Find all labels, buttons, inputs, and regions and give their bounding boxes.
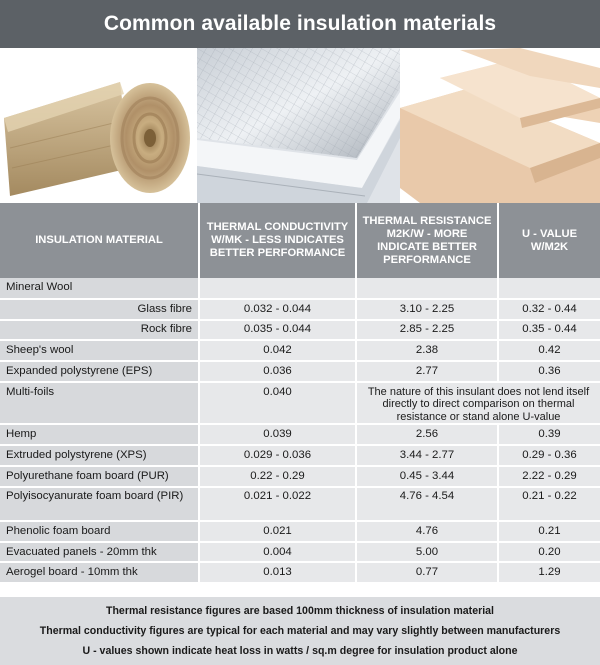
material-name: Polyisocyanurate foam board (PIR) (0, 487, 199, 521)
conductivity-cell: 0.036 (199, 361, 356, 382)
resistance-cell: 2.38 (356, 340, 498, 361)
table-row (0, 487, 600, 521)
conductivity-cell: 0.021 (199, 521, 356, 542)
resistance-cell: 5.00 (356, 542, 498, 563)
conductivity-cell: 0.040 (199, 382, 356, 425)
material-name: Glass fibre (0, 299, 199, 320)
table-row (0, 542, 600, 563)
multifoil-sheets-photo (197, 48, 400, 203)
material-name: Phenolic foam board (0, 521, 199, 542)
table-row (0, 278, 600, 299)
u-value-cell: 0.20 (498, 542, 600, 563)
table-row (0, 562, 600, 583)
table-row (0, 361, 600, 382)
header-u-value: U - VALUE W/M2K (498, 203, 600, 278)
u-value-cell: 0.32 - 0.44 (498, 299, 600, 320)
rigid-foam-boards-photo (400, 48, 600, 203)
header-material: INSULATION MATERIAL (0, 203, 199, 278)
material-name: Multi-foils (0, 382, 199, 425)
material-name: Aerogel board - 10mm thk (0, 562, 199, 583)
table-row (0, 299, 600, 320)
resistance-cell: 0.45 - 3.44 (356, 466, 498, 487)
conductivity-cell (199, 278, 356, 299)
table-row (0, 340, 600, 361)
header-conductivity: THERMAL CONDUCTIVITY W/MK - LESS INDICATES BETTER PERFORMANCE (199, 203, 356, 278)
insulation-table (0, 203, 600, 584)
footnotes (0, 597, 600, 665)
table-row (0, 320, 600, 341)
conductivity-cell: 0.039 (199, 424, 356, 445)
table-row (0, 521, 600, 542)
material-name: Extruded polystyrene (XPS) (0, 445, 199, 466)
resistance-cell: 0.77 (356, 562, 498, 583)
mineral-wool-roll-photo (0, 48, 197, 203)
table-row (0, 445, 600, 466)
resistance-cell (356, 278, 498, 299)
conductivity-cell: 0.035 - 0.044 (199, 320, 356, 341)
resistance-cell: 2.85 - 2.25 (356, 320, 498, 341)
material-name: Mineral Wool (0, 278, 199, 299)
u-value-cell: 0.29 - 0.36 (498, 445, 600, 466)
u-value-cell: 0.21 (498, 521, 600, 542)
footnote: Thermal resistance figures are based 100mm thickness of insulation material (105, 605, 494, 617)
u-value-cell: 0.42 (498, 340, 600, 361)
material-name: Polyurethane foam board (PUR) (0, 466, 199, 487)
u-value-cell: 0.21 - 0.22 (498, 487, 600, 521)
conductivity-cell: 0.042 (199, 340, 356, 361)
material-name: Hemp (0, 424, 199, 445)
conductivity-cell: 0.22 - 0.29 (199, 466, 356, 487)
table-row (0, 424, 600, 445)
conductivity-cell: 0.029 - 0.036 (199, 445, 356, 466)
material-name: Expanded polystyrene (EPS) (0, 361, 199, 382)
resistance-cell: 2.56 (356, 424, 498, 445)
conductivity-cell: 0.021 - 0.022 (199, 487, 356, 521)
u-value-cell: 0.36 (498, 361, 600, 382)
header-resistance: THERMAL RESISTANCE M2K/W - MORE INDICATE BETTER PERFORMANCE (356, 203, 498, 278)
u-value-cell: 0.39 (498, 424, 600, 445)
conductivity-cell: 0.004 (199, 542, 356, 563)
page-title: Common available insulation materials (0, 0, 600, 48)
table-row (0, 382, 600, 425)
resistance-cell: 4.76 (356, 521, 498, 542)
resistance-cell: 3.44 - 2.77 (356, 445, 498, 466)
footnote: Thermal conductivity figures are typical for each material and may vary slightly between manufacturers (39, 625, 561, 637)
resistance-cell: 3.10 - 2.25 (356, 299, 498, 320)
u-value-cell (498, 278, 600, 299)
resistance-cell: 2.77 (356, 361, 498, 382)
u-value-cell: 1.29 (498, 562, 600, 583)
material-name: Sheep's wool (0, 340, 199, 361)
footnote: U - values shown indicate heat loss in watts / sq.m degree for insulation product alone (82, 645, 518, 657)
material-name: Evacuated panels - 20mm thk (0, 542, 199, 563)
materials-photo-strip (0, 48, 600, 203)
table-row (0, 466, 600, 487)
resistance-cell: 4.76 - 4.54 (356, 487, 498, 521)
u-value-cell: 2.22 - 0.29 (498, 466, 600, 487)
conductivity-cell: 0.032 - 0.044 (199, 299, 356, 320)
conductivity-cell: 0.013 (199, 562, 356, 583)
material-name: Rock fibre (0, 320, 199, 341)
multifoil-note: The nature of this insulant does not lend itself directly to direct comparison on thermal resistance or stand alone U-value (356, 382, 600, 425)
table-header-row (0, 203, 600, 278)
u-value-cell: 0.35 - 0.44 (498, 320, 600, 341)
